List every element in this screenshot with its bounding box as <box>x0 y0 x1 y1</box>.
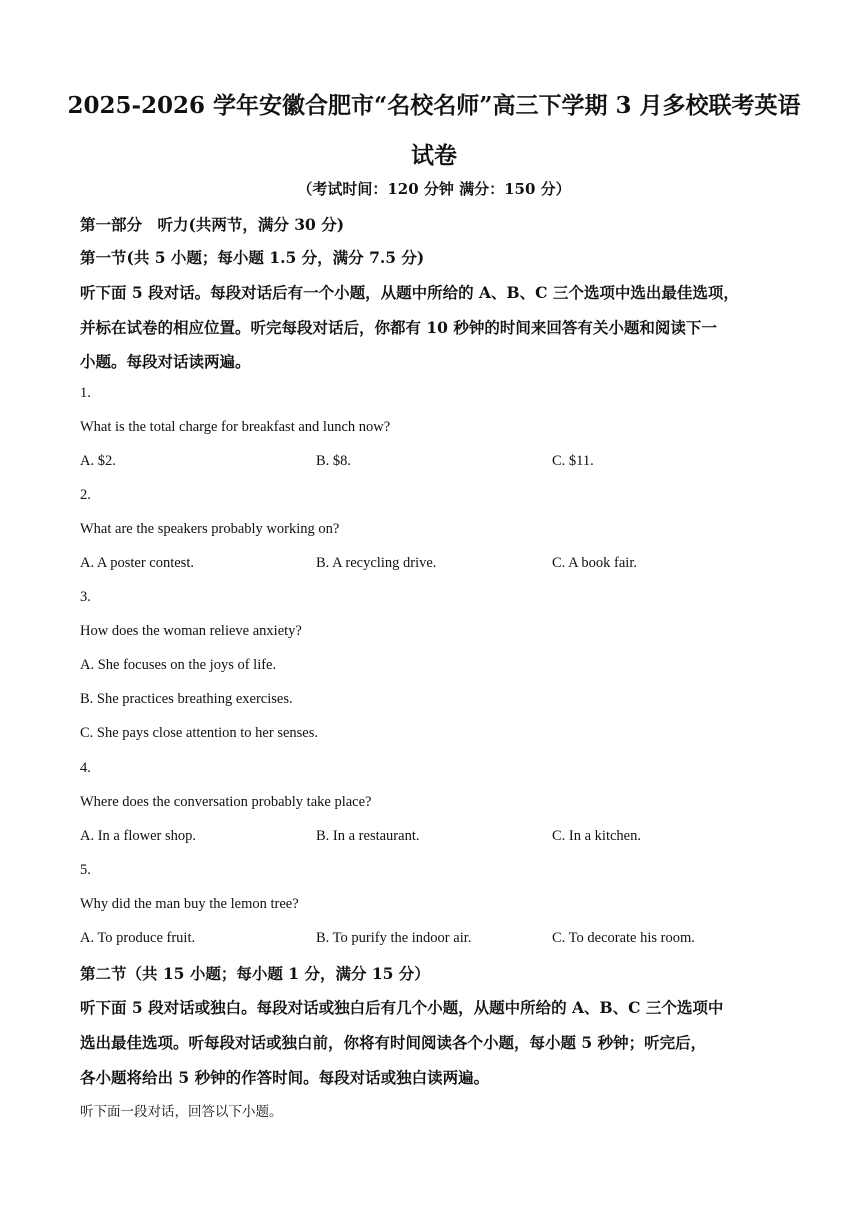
option-b[interactable]: B. To purify the indoor air. <box>316 930 472 946</box>
exam-title-line1: 2025-2026 学年安徽合肥市“名校名师”高三下学期 3 月多校联考英语 <box>67 92 801 119</box>
section1-heading: 第一节(共 5 小题；每小题 1.5 分，满分 7.5 分) <box>80 248 425 267</box>
section1-instruction-line: 听下面 5 段对话。每段对话后有一个小题，从题中所给的 A、B、C 三个选项中选出最佳选项， <box>80 283 739 302</box>
option-b[interactable]: B. A recycling drive. <box>316 555 437 571</box>
part1-heading: 第一部分 听力(共两节，满分 30 分) <box>80 215 345 234</box>
options-row <box>80 453 800 473</box>
question-text: How does the woman relieve anxiety? <box>80 623 302 639</box>
question-number: 4. <box>80 760 91 776</box>
question-text: Why did the man buy the lemon tree? <box>80 896 299 912</box>
options-row <box>80 828 800 848</box>
exam-info: （考试时间：120 分钟 满分：150 分） <box>297 180 571 198</box>
question-number: 3. <box>80 589 91 605</box>
option-b[interactable]: B. She practices breathing exercises. <box>80 691 293 707</box>
question-number: 5. <box>80 862 91 878</box>
option-a[interactable]: A. To produce fruit. <box>80 930 196 946</box>
option-a[interactable]: A. She focuses on the joys of life. <box>80 657 277 673</box>
section1-instruction-line: 小题。每段对话读两遍。 <box>80 352 251 371</box>
option-c[interactable]: C. She pays close attention to her senses. <box>80 725 318 741</box>
option-c[interactable]: C. To decorate his room. <box>552 930 695 946</box>
option-b[interactable]: B. $8. <box>316 453 352 469</box>
option-c[interactable]: C. A book fair. <box>552 555 637 571</box>
option-c[interactable]: C. $11. <box>552 453 594 469</box>
option-a[interactable]: A. $2. <box>80 453 116 469</box>
question-number: 2. <box>80 487 91 503</box>
option-c[interactable]: C. In a kitchen. <box>552 828 641 844</box>
question-text: What are the speakers probably working on? <box>80 521 340 537</box>
section2-instruction-line: 选出最佳选项。听每段对话或独白前，你将有时间阅读各个小题，每小题 5 秒钟；听完后， <box>80 1033 707 1052</box>
section2-prompt: 听下面一段对话，回答以下小题。 <box>80 1104 283 1120</box>
options-row <box>80 555 800 575</box>
option-a[interactable]: A. In a flower shop. <box>80 828 196 844</box>
section2-instruction-line: 听下面 5 段对话或独白。每段对话或独白后有几个小题，从题中所给的 A、B、C 三个选项中 <box>80 998 724 1017</box>
option-a[interactable]: A. A poster contest. <box>80 555 194 571</box>
option-b[interactable]: B. In a restaurant. <box>316 828 420 844</box>
question-text: Where does the conversation probably take place? <box>80 794 372 810</box>
question-text: What is the total charge for breakfast and lunch now? <box>80 419 391 435</box>
section2-instruction-line: 各小题将给出 5 秒钟的作答时间。每段对话或独白读两遍。 <box>80 1068 490 1087</box>
exam-title-line2: 试卷 <box>411 142 457 169</box>
options-row <box>80 930 800 950</box>
section1-instruction-line: 并标在试卷的相应位置。听完每段对话后，你都有 10 秒钟的时间来回答有关小题和阅读下一 <box>80 318 717 337</box>
section2-heading: 第二节（共 15 小题；每小题 1 分，满分 15 分） <box>80 964 430 983</box>
question-number: 1. <box>80 385 91 401</box>
